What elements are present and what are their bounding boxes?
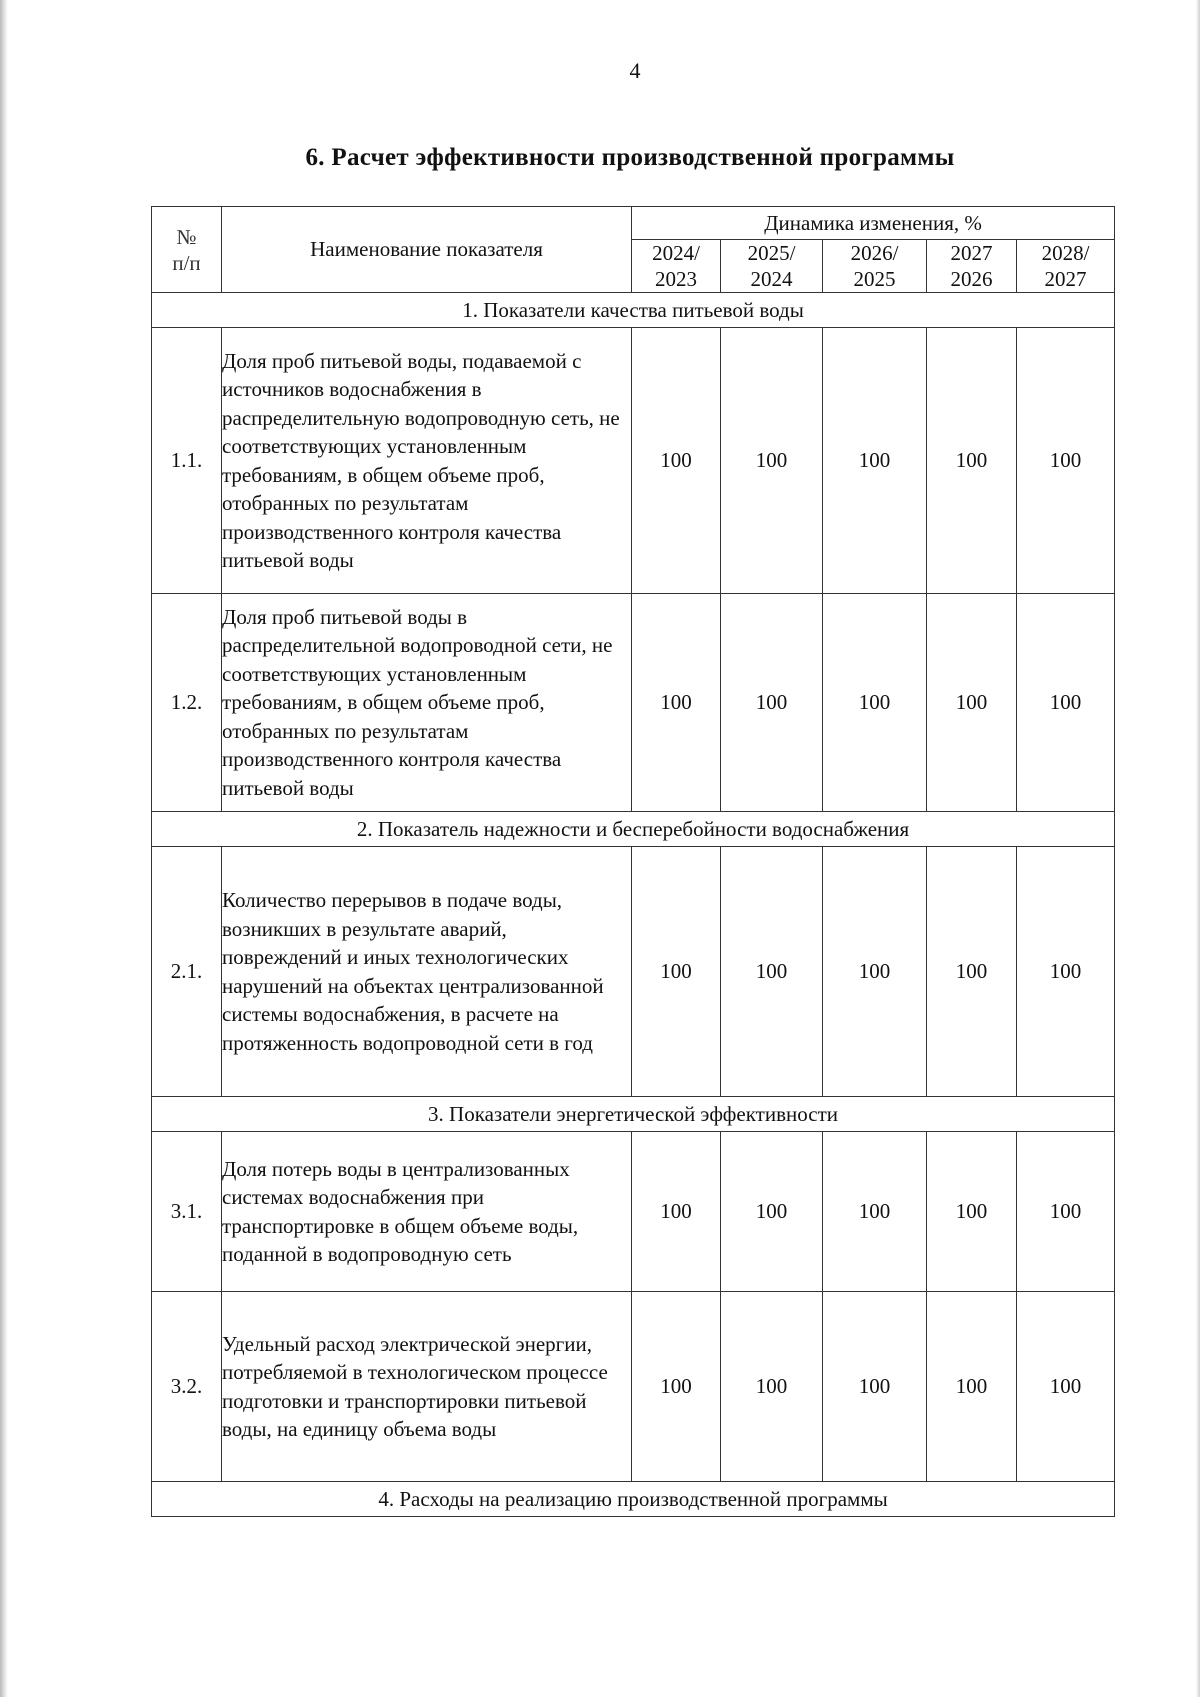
header-number bbox=[152, 207, 222, 293]
section-row bbox=[152, 1097, 1115, 1132]
section-row bbox=[152, 293, 1115, 328]
section-title: 3. Показатели энергетической эффективности bbox=[152, 1097, 1115, 1132]
section-title: 4. Расходы на реализацию производственной программы bbox=[152, 1482, 1115, 1517]
value-cell: 100 bbox=[927, 1132, 1017, 1292]
header-period bbox=[823, 240, 927, 293]
table-row bbox=[152, 1292, 1115, 1482]
header-dynamics: Динамика изменения, % bbox=[632, 207, 1115, 240]
indicator-name: Доля потерь воды в централизованных системах водоснабжения при транспортировке в общем объеме воды, поданной в водопроводную сеть bbox=[222, 1132, 632, 1292]
header-period bbox=[927, 240, 1017, 293]
row-number: 1.2. bbox=[152, 594, 222, 812]
row-number: 2.1. bbox=[152, 847, 222, 1097]
scan-shadow-right bbox=[1196, 0, 1200, 1697]
value-cell: 100 bbox=[632, 328, 721, 594]
row-number: 3.2. bbox=[152, 1292, 222, 1482]
value-cell: 100 bbox=[1017, 847, 1115, 1097]
header-row-group bbox=[152, 207, 1115, 240]
header-period-line1: 2026/ bbox=[850, 241, 899, 265]
value-cell: 100 bbox=[632, 1292, 721, 1482]
row-number: 1.1. bbox=[152, 328, 222, 594]
table-row bbox=[152, 328, 1115, 594]
header-period bbox=[632, 240, 721, 293]
header-indicator-name: Наименование показателя bbox=[222, 207, 632, 293]
value-cell: 100 bbox=[823, 594, 927, 812]
value-cell: 100 bbox=[927, 328, 1017, 594]
value-cell: 100 bbox=[1017, 594, 1115, 812]
document-title: 6. Расчет эффективности производственной программы bbox=[305, 144, 955, 171]
value-cell: 100 bbox=[823, 847, 927, 1097]
value-cell: 100 bbox=[721, 328, 823, 594]
header-period-line1: 2025/ bbox=[747, 241, 796, 265]
header-period bbox=[1017, 240, 1115, 293]
scan-shadow-left bbox=[0, 0, 8, 1697]
value-cell: 100 bbox=[823, 328, 927, 594]
table-row bbox=[152, 847, 1115, 1097]
table-row bbox=[152, 594, 1115, 812]
table-row bbox=[152, 1132, 1115, 1292]
header-period-line2: 2024 bbox=[750, 267, 793, 291]
value-cell: 100 bbox=[721, 847, 823, 1097]
indicators-table bbox=[151, 206, 1115, 1517]
header-period-line2: 2027 bbox=[1044, 267, 1087, 291]
header-period-line2: 2026 bbox=[950, 267, 993, 291]
value-cell: 100 bbox=[927, 594, 1017, 812]
section-title: 2. Показатель надежности и бесперебойности водоснабжения bbox=[152, 812, 1115, 847]
value-cell: 100 bbox=[927, 1292, 1017, 1482]
section-title: 1. Показатели качества питьевой воды bbox=[152, 293, 1115, 328]
indicator-name: Количество перерывов в подаче воды, возникших в результате аварий, повреждений и иных технологических нарушений на объектах централизованной системы водоснабжения, в расчете на протяженность водопроводной сети в год bbox=[222, 847, 632, 1097]
value-cell: 100 bbox=[823, 1292, 927, 1482]
header-period bbox=[721, 240, 823, 293]
value-cell: 100 bbox=[1017, 1132, 1115, 1292]
value-cell: 100 bbox=[632, 1132, 721, 1292]
value-cell: 100 bbox=[721, 1292, 823, 1482]
value-cell: 100 bbox=[632, 594, 721, 812]
value-cell: 100 bbox=[823, 1132, 927, 1292]
header-period-line2: 2025 bbox=[853, 267, 896, 291]
section-row bbox=[152, 812, 1115, 847]
value-cell: 100 bbox=[632, 847, 721, 1097]
value-cell: 100 bbox=[721, 1132, 823, 1292]
indicator-name: Удельный расход электрической энергии, потребляемой в технологическом процессе подготовки и транспортировки питьевой воды, на единицу объема воды bbox=[222, 1292, 632, 1482]
header-number-line1: № bbox=[176, 224, 197, 249]
section-row bbox=[152, 1482, 1115, 1517]
value-cell: 100 bbox=[1017, 328, 1115, 594]
value-cell: 100 bbox=[927, 847, 1017, 1097]
indicator-name: Доля проб питьевой воды в распределительной водопроводной сети, не соответствующих установленным требованиям, в общем объеме проб, отобранных по результатам производственного контроля качества питьевой воды bbox=[222, 594, 632, 812]
row-number: 3.1. bbox=[152, 1132, 222, 1292]
header-number-line2: п/п bbox=[172, 250, 201, 275]
header-period-line1: 2024/ bbox=[652, 241, 700, 265]
value-cell: 100 bbox=[1017, 1292, 1115, 1482]
header-period-line1: 2028/ bbox=[1041, 241, 1090, 265]
value-cell: 100 bbox=[721, 594, 823, 812]
page-number: 4 bbox=[629, 58, 641, 83]
header-period-line2: 2023 bbox=[655, 267, 697, 291]
indicator-name: Доля проб питьевой воды, подаваемой с источников водоснабжения в распределительную водопроводную сеть, не соответствующих установленным требованиям, в общем объеме проб, отобранных по результатам производственного контроля качества питьевой воды bbox=[222, 328, 632, 594]
header-period-line1: 2027 bbox=[950, 241, 993, 265]
